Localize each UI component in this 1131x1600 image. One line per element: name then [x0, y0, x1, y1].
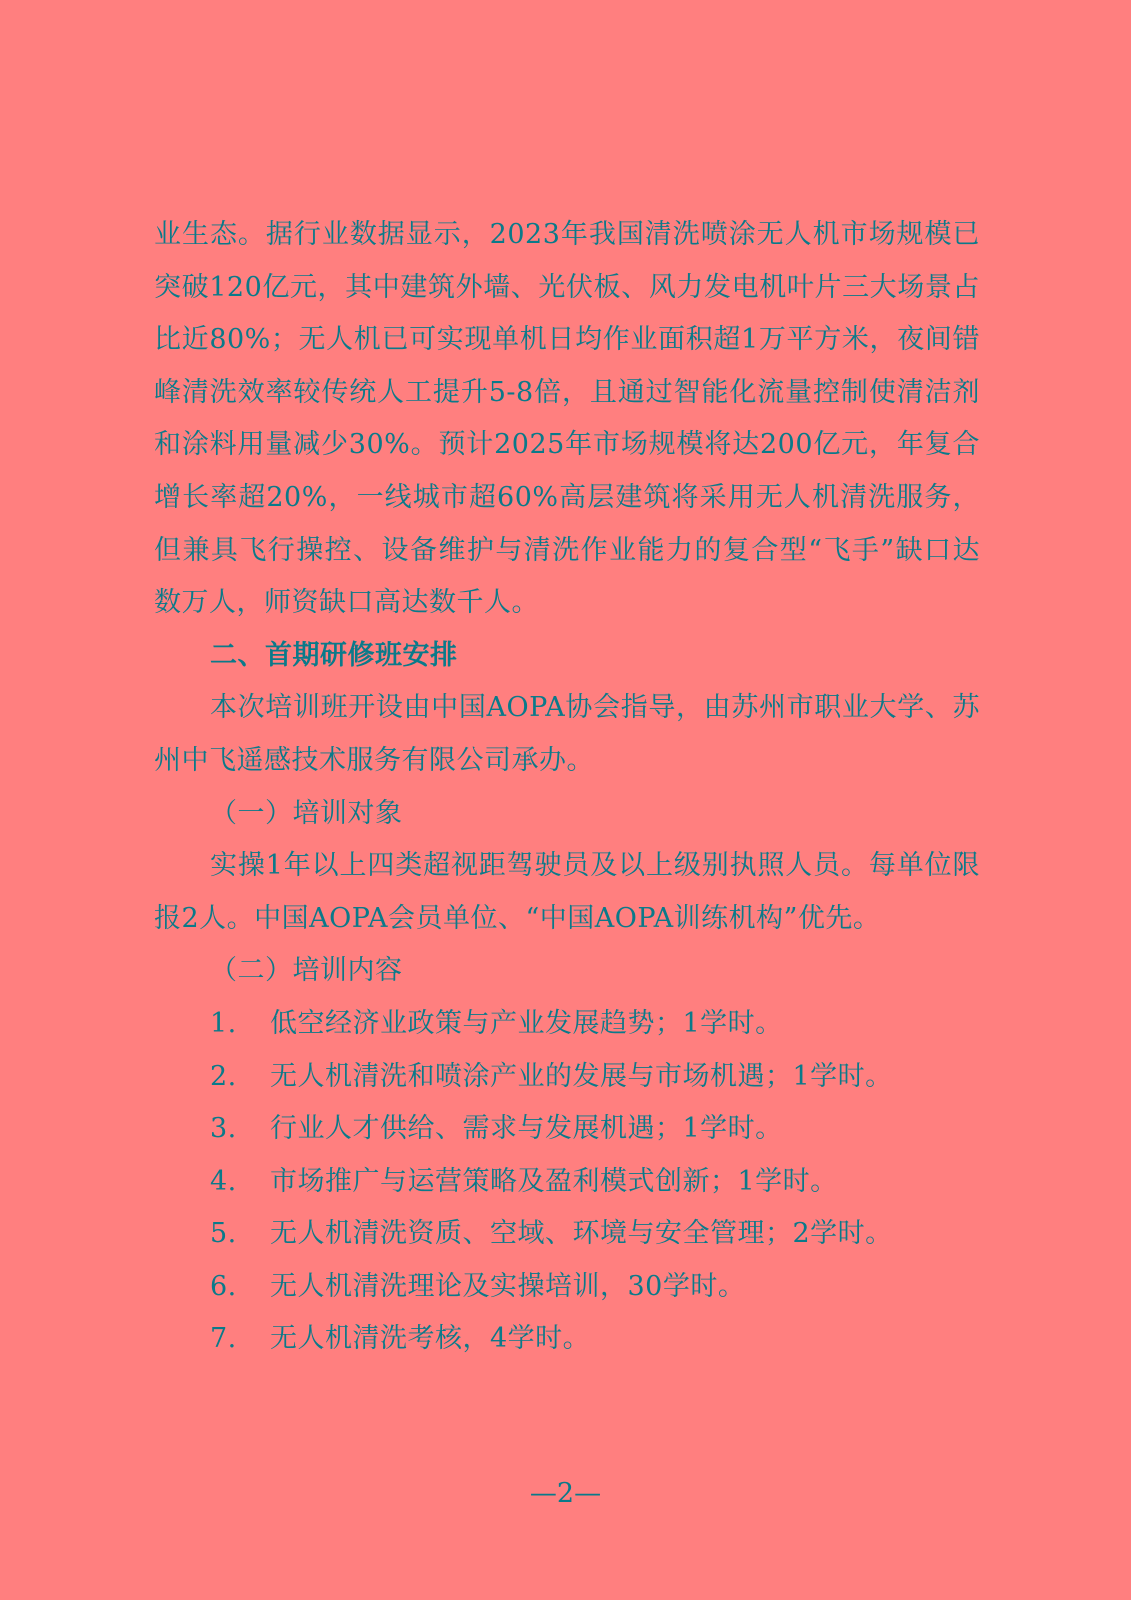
list-item [154, 1313, 980, 1366]
list-item [154, 1156, 980, 1209]
page-number: —2— [529, 1478, 602, 1509]
training-content-list [154, 998, 980, 1366]
list-item-text: 无人机清洗和喷涂产业的发展与市场机遇；1学时。 [270, 1060, 893, 1092]
section-two-intro: 本次培训班开设由中国AOPA协会指导，由苏州市职业大学、苏州中飞遥感技术服务有限公司承办。 [154, 692, 980, 776]
section-two-heading: 二、首期研修班安排 [210, 639, 458, 671]
list-item-text: 市场推广与运营策略及盈利模式创新；1学时。 [270, 1165, 838, 1197]
list-item-text: 行业人才供给、需求与发展机遇；1学时。 [270, 1113, 783, 1145]
list-item [154, 1208, 980, 1261]
list-item-text: 低空经济业政策与产业发展趋势；1学时。 [270, 1007, 783, 1039]
document-body [154, 209, 980, 1366]
list-item [154, 1261, 980, 1314]
list-item-text: 无人机清洗考核，4学时。 [270, 1323, 591, 1355]
list-item-number: 5. [210, 1218, 237, 1250]
list-item [154, 998, 980, 1051]
intro-paragraph: 业生态。据行业数据显示，2023年我国清洗喷涂无人机市场规模已突破120亿元，其中建筑外墙、光伏板、风力发电机叶片三大场景占比近80%；无人机已可实现单机日均作业面积超1万平方米，夜间错峰清洗效率较传统人工提升5-8倍，且通过智能化流量控制使清洁剂和涂料用量减少30%。预计2025年市场规模将达200亿元，年复合增长率超20%，一线城市超60%高层建筑将采用无人机清洗服务，但兼具飞行操控、设备维护与清洗作业能力的复合型“飞手”缺口达数万人，师资缺口高达数千人。 [154, 219, 980, 619]
list-item-number: 7. [210, 1323, 237, 1355]
list-item [154, 1051, 980, 1104]
list-item [154, 1103, 980, 1156]
list-item-number: 4. [210, 1165, 237, 1197]
list-item-number: 3. [210, 1113, 237, 1145]
list-item-number: 2. [210, 1060, 237, 1092]
subsection-one-text: 实操1年以上四类超视距驾驶员及以上级别执照人员。每单位限报2人。中国AOPA会员单位、“中国AOPA训练机构”优先。 [154, 850, 980, 934]
subsection-two-heading: （二）培训内容 [210, 955, 403, 987]
list-item-number: 6. [210, 1270, 237, 1302]
list-item-number: 1. [210, 1007, 237, 1039]
list-item-text: 无人机清洗理论及实操培训，30学时。 [270, 1270, 746, 1302]
subsection-one-heading: （一）培训对象 [210, 797, 403, 829]
list-item-text: 无人机清洗资质、空域、环境与安全管理；2学时。 [270, 1218, 893, 1250]
